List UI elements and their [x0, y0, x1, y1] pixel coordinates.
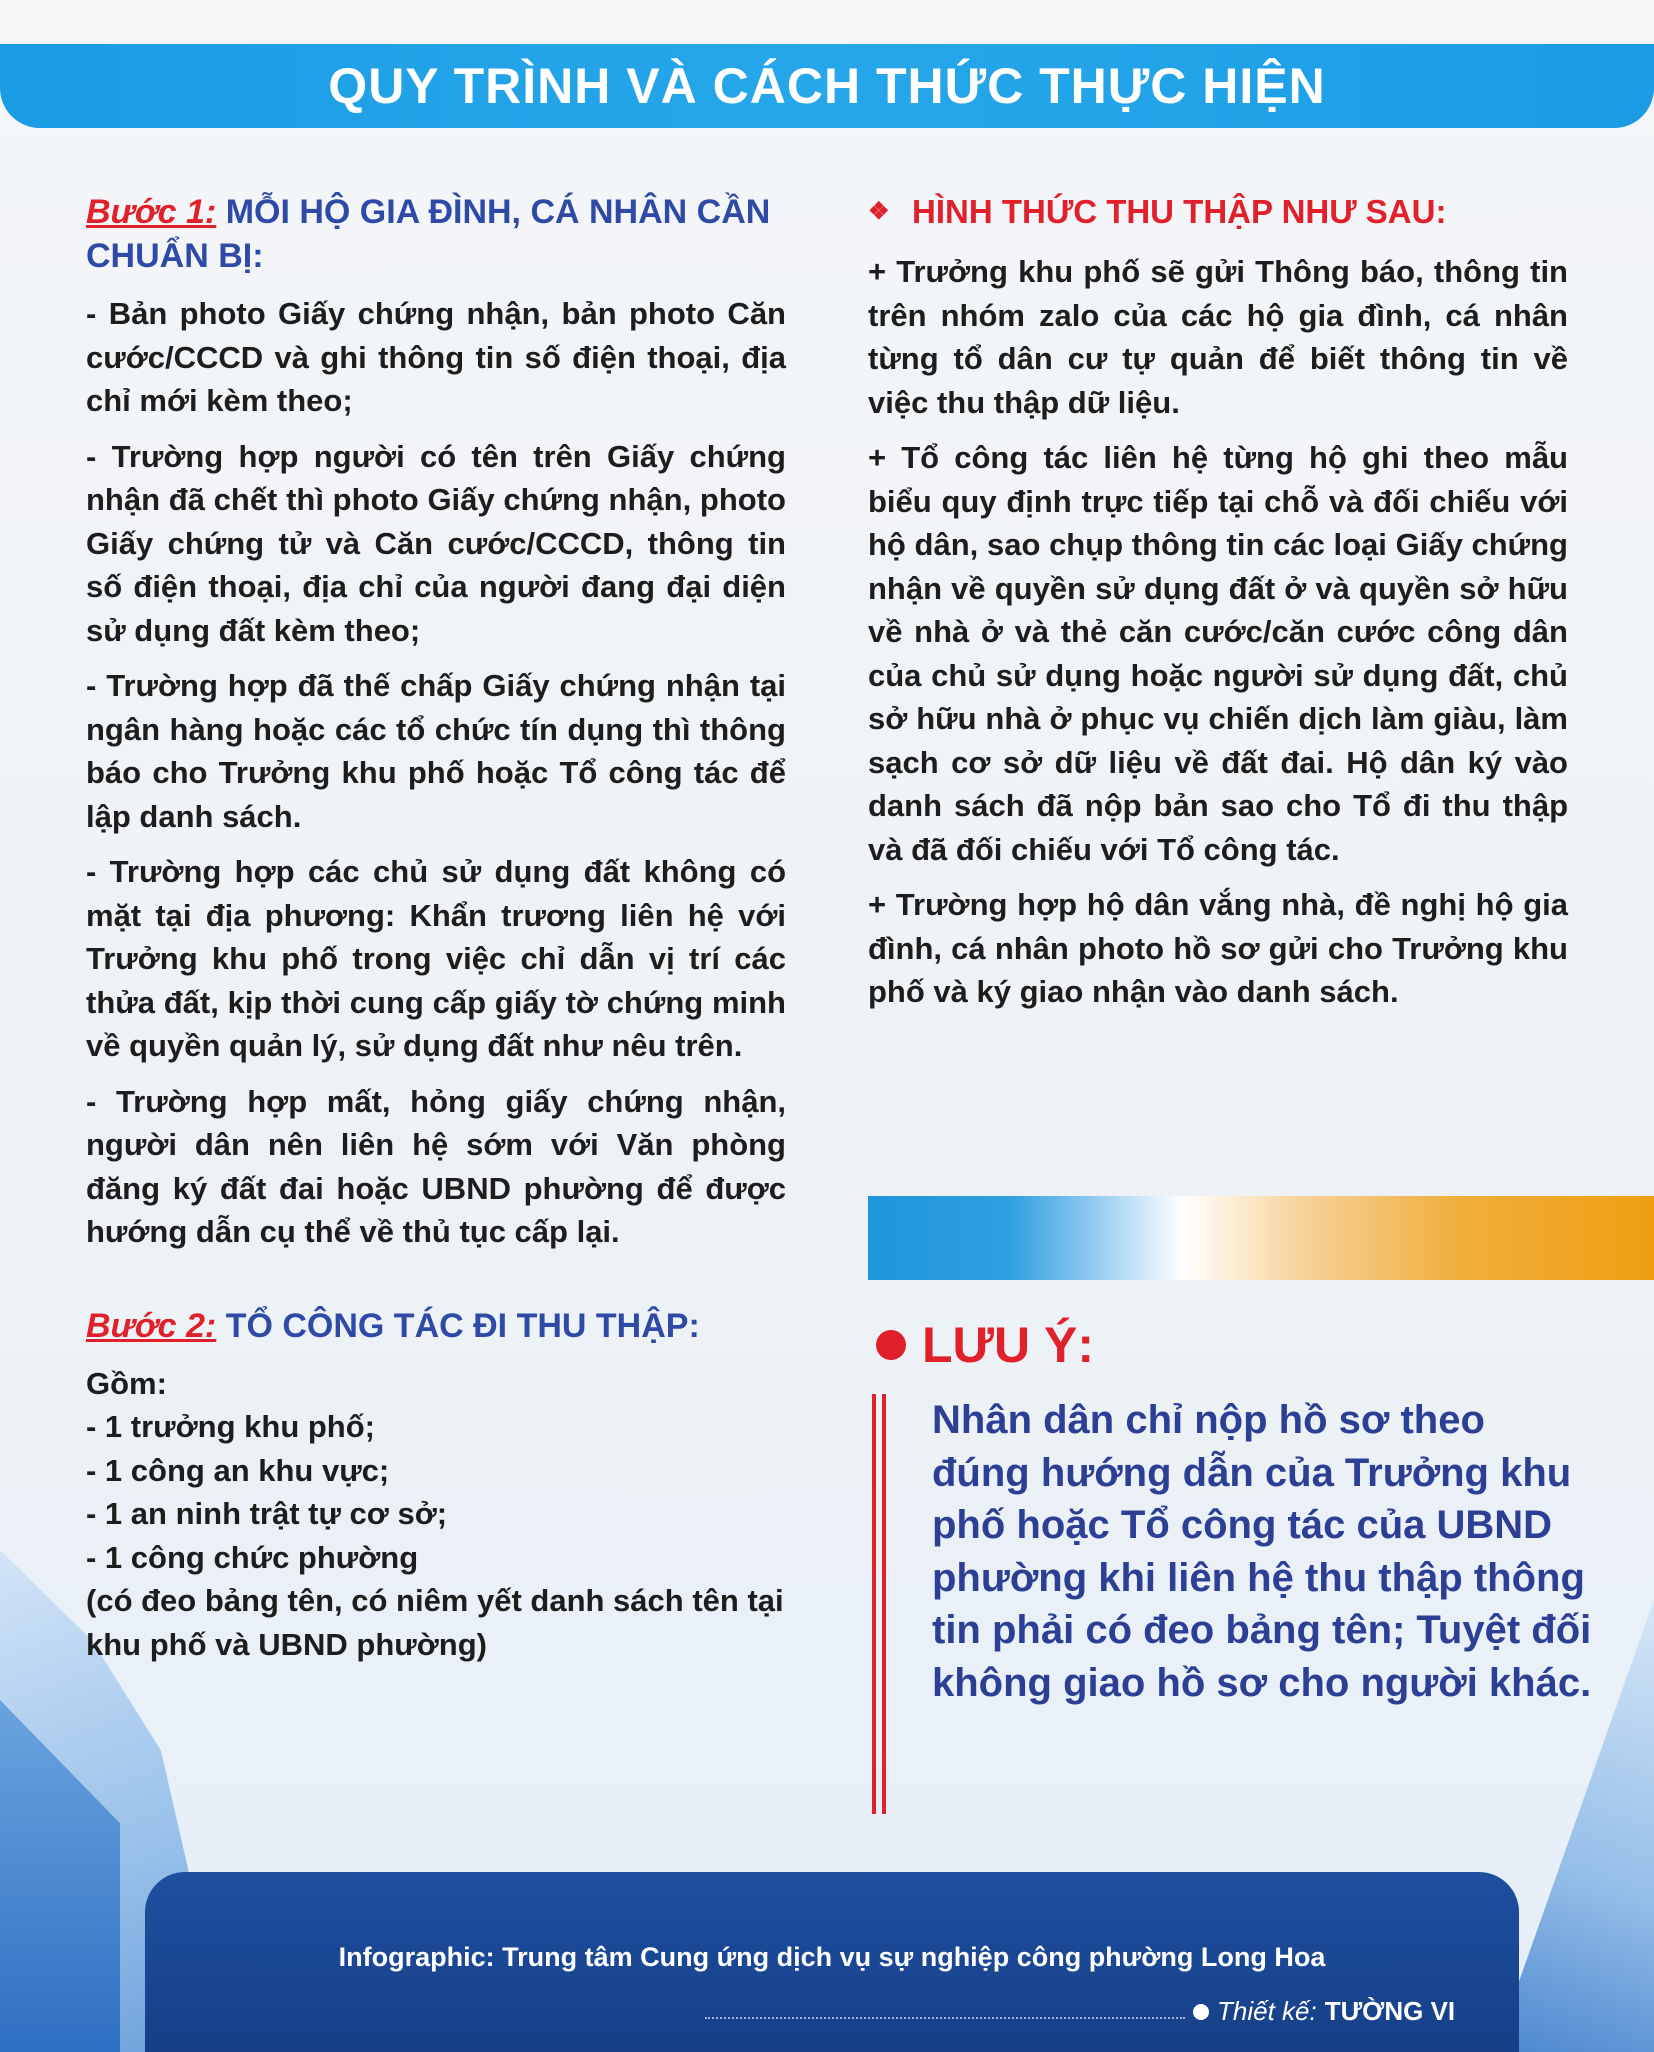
step1-paragraph: - Trường hợp đã thế chấp Giấy chứng nhận tại ngân hàng hoặc các tổ chức tín dụng thì thông báo cho Trưởng khu phố hoặc Tổ công tác để lập danh sách.	[86, 668, 786, 834]
right-column	[868, 190, 1568, 1026]
header-banner	[0, 44, 1654, 128]
designer-label: Thiết kế:	[1217, 1996, 1317, 2026]
note-accent-bar	[882, 1394, 886, 1814]
step2-title: TỔ CÔNG TÁC ĐI THU THẬP:	[225, 1306, 700, 1345]
step1-title: MỖI HỘ GIA ĐÌNH, CÁ NHÂN CẦN CHUẨN BỊ:	[86, 193, 771, 275]
footer-designer	[705, 1996, 1455, 2027]
note-title: LƯU Ý:	[922, 1317, 1095, 1373]
dotted-divider	[705, 2017, 1185, 2019]
list-item: Gồm:	[86, 1365, 167, 1401]
note-box	[872, 1394, 1592, 1814]
note-accent-bar	[872, 1394, 876, 1814]
designer-name: TƯỜNG VI	[1324, 1996, 1456, 2026]
step1-paragraph: - Trường hợp người có tên trên Giấy chứng nhận đã chết thì photo Giấy chứng nhận, photo Giấy chứng tử và Căn cước/CCCD, thông tin số điện thoại, địa chỉ của người đang đại diện sử dụng đất kèm theo;	[86, 438, 786, 648]
step1-paragraph: - Bản photo Giấy chứng nhận, bản photo Căn cước/CCCD và ghi thông tin số điện thoại, địa chỉ mới kèm theo;	[86, 296, 786, 418]
note-heading	[876, 1316, 1094, 1374]
list-item: - 1 an ninh trật tự cơ sở;	[86, 1496, 448, 1531]
dot-icon	[1193, 2004, 1209, 2020]
footer-credit: Infographic: Trung tâm Cung ứng dịch vụ sự nghiệp công phường Long Hoa	[338, 1942, 1326, 1972]
collection-paragraph: + Tổ công tác liên hệ từng hộ ghi theo mẫu biểu quy định trực tiếp tại chỗ và đối chiếu với hộ dân, sao chụp thông tin các loại Giấy chứng nhận về quyền sử dụng đất ở và quyền sở hữu về nhà ở và thẻ căn cước/căn cước công dân của chủ sử dụng hoặc người sử dụng đất, chủ sở hữu nhà ở phục vụ chiến dịch làm giàu, làm sạch cơ sở dữ liệu về đất đai. Hộ dân ký vào danh sách đã nộp bản sao cho Tổ đi thu thập và đã đối chiếu với Tổ công tác.	[868, 440, 1568, 867]
step2-label: Bước 2:	[86, 1306, 217, 1345]
team-member-list	[86, 1362, 786, 1667]
red-dot-icon	[876, 1330, 906, 1360]
list-item: - 1 trưởng khu phố;	[86, 1409, 376, 1444]
list-item: - 1 công an khu vực;	[86, 1452, 390, 1488]
footer	[145, 1872, 1519, 2052]
step1-paragraph: - Trường hợp các chủ sử dụng đất không có mặt tại địa phương: Khẩn trương liên hệ với Trưởng khu phố trong việc chỉ dẫn vị trí các thửa đất, kịp thời cung cấp giấy tờ chứng minh về quyền quản lý, sử dụng đất như nêu trên.	[86, 854, 786, 1063]
page-title: QUY TRÌNH VÀ CÁCH THỨC THỰC HIỆN	[328, 58, 1326, 114]
collection-title: HÌNH THỨC THU THẬP NHƯ SAU:	[912, 193, 1447, 230]
left-column	[86, 190, 786, 1666]
decorative-gradient-strip	[868, 1196, 1654, 1280]
list-item: (có đeo bảng tên, có niêm yết danh sách tên tại khu phố và UBND phường)	[86, 1583, 784, 1662]
step2-heading	[86, 1304, 786, 1348]
diamond-bullet-icon: ❖	[868, 198, 890, 225]
step1-heading	[86, 190, 786, 278]
collection-heading	[868, 190, 1568, 234]
collection-paragraph: + Trưởng khu phố sẽ gửi Thông báo, thông tin trên nhóm zalo của các hộ gia đình, cá nhân từng tổ dân cư tự quản để biết thông tin về việc thu thập dữ liệu.	[868, 254, 1568, 420]
collection-paragraph: + Trường hợp hộ dân vắng nhà, đề nghị hộ gia đình, cá nhân photo hồ sơ gửi cho Trưởng khu phố và ký giao nhận vào danh sách.	[868, 887, 1568, 1009]
list-item: - 1 công chức phường	[86, 1539, 419, 1575]
note-text: Nhân dân chỉ nộp hồ sơ theo đúng hướng dẫn của Trưởng khu phố hoặc Tổ công tác của UBND phường khi liên hệ thu thập thông tin phải có đeo bảng tên; Tuyệt đối không giao hồ sơ cho người khác.	[932, 1398, 1592, 1705]
step1-label: Bước 1:	[86, 193, 217, 231]
step1-paragraph: - Trường hợp mất, hỏng giấy chứng nhận, người dân nên liên hệ sớm với Văn phòng đăng ký đất đai hoặc UBND phường để được hướng dẫn cụ thể về thủ tục cấp lại.	[86, 1083, 786, 1249]
